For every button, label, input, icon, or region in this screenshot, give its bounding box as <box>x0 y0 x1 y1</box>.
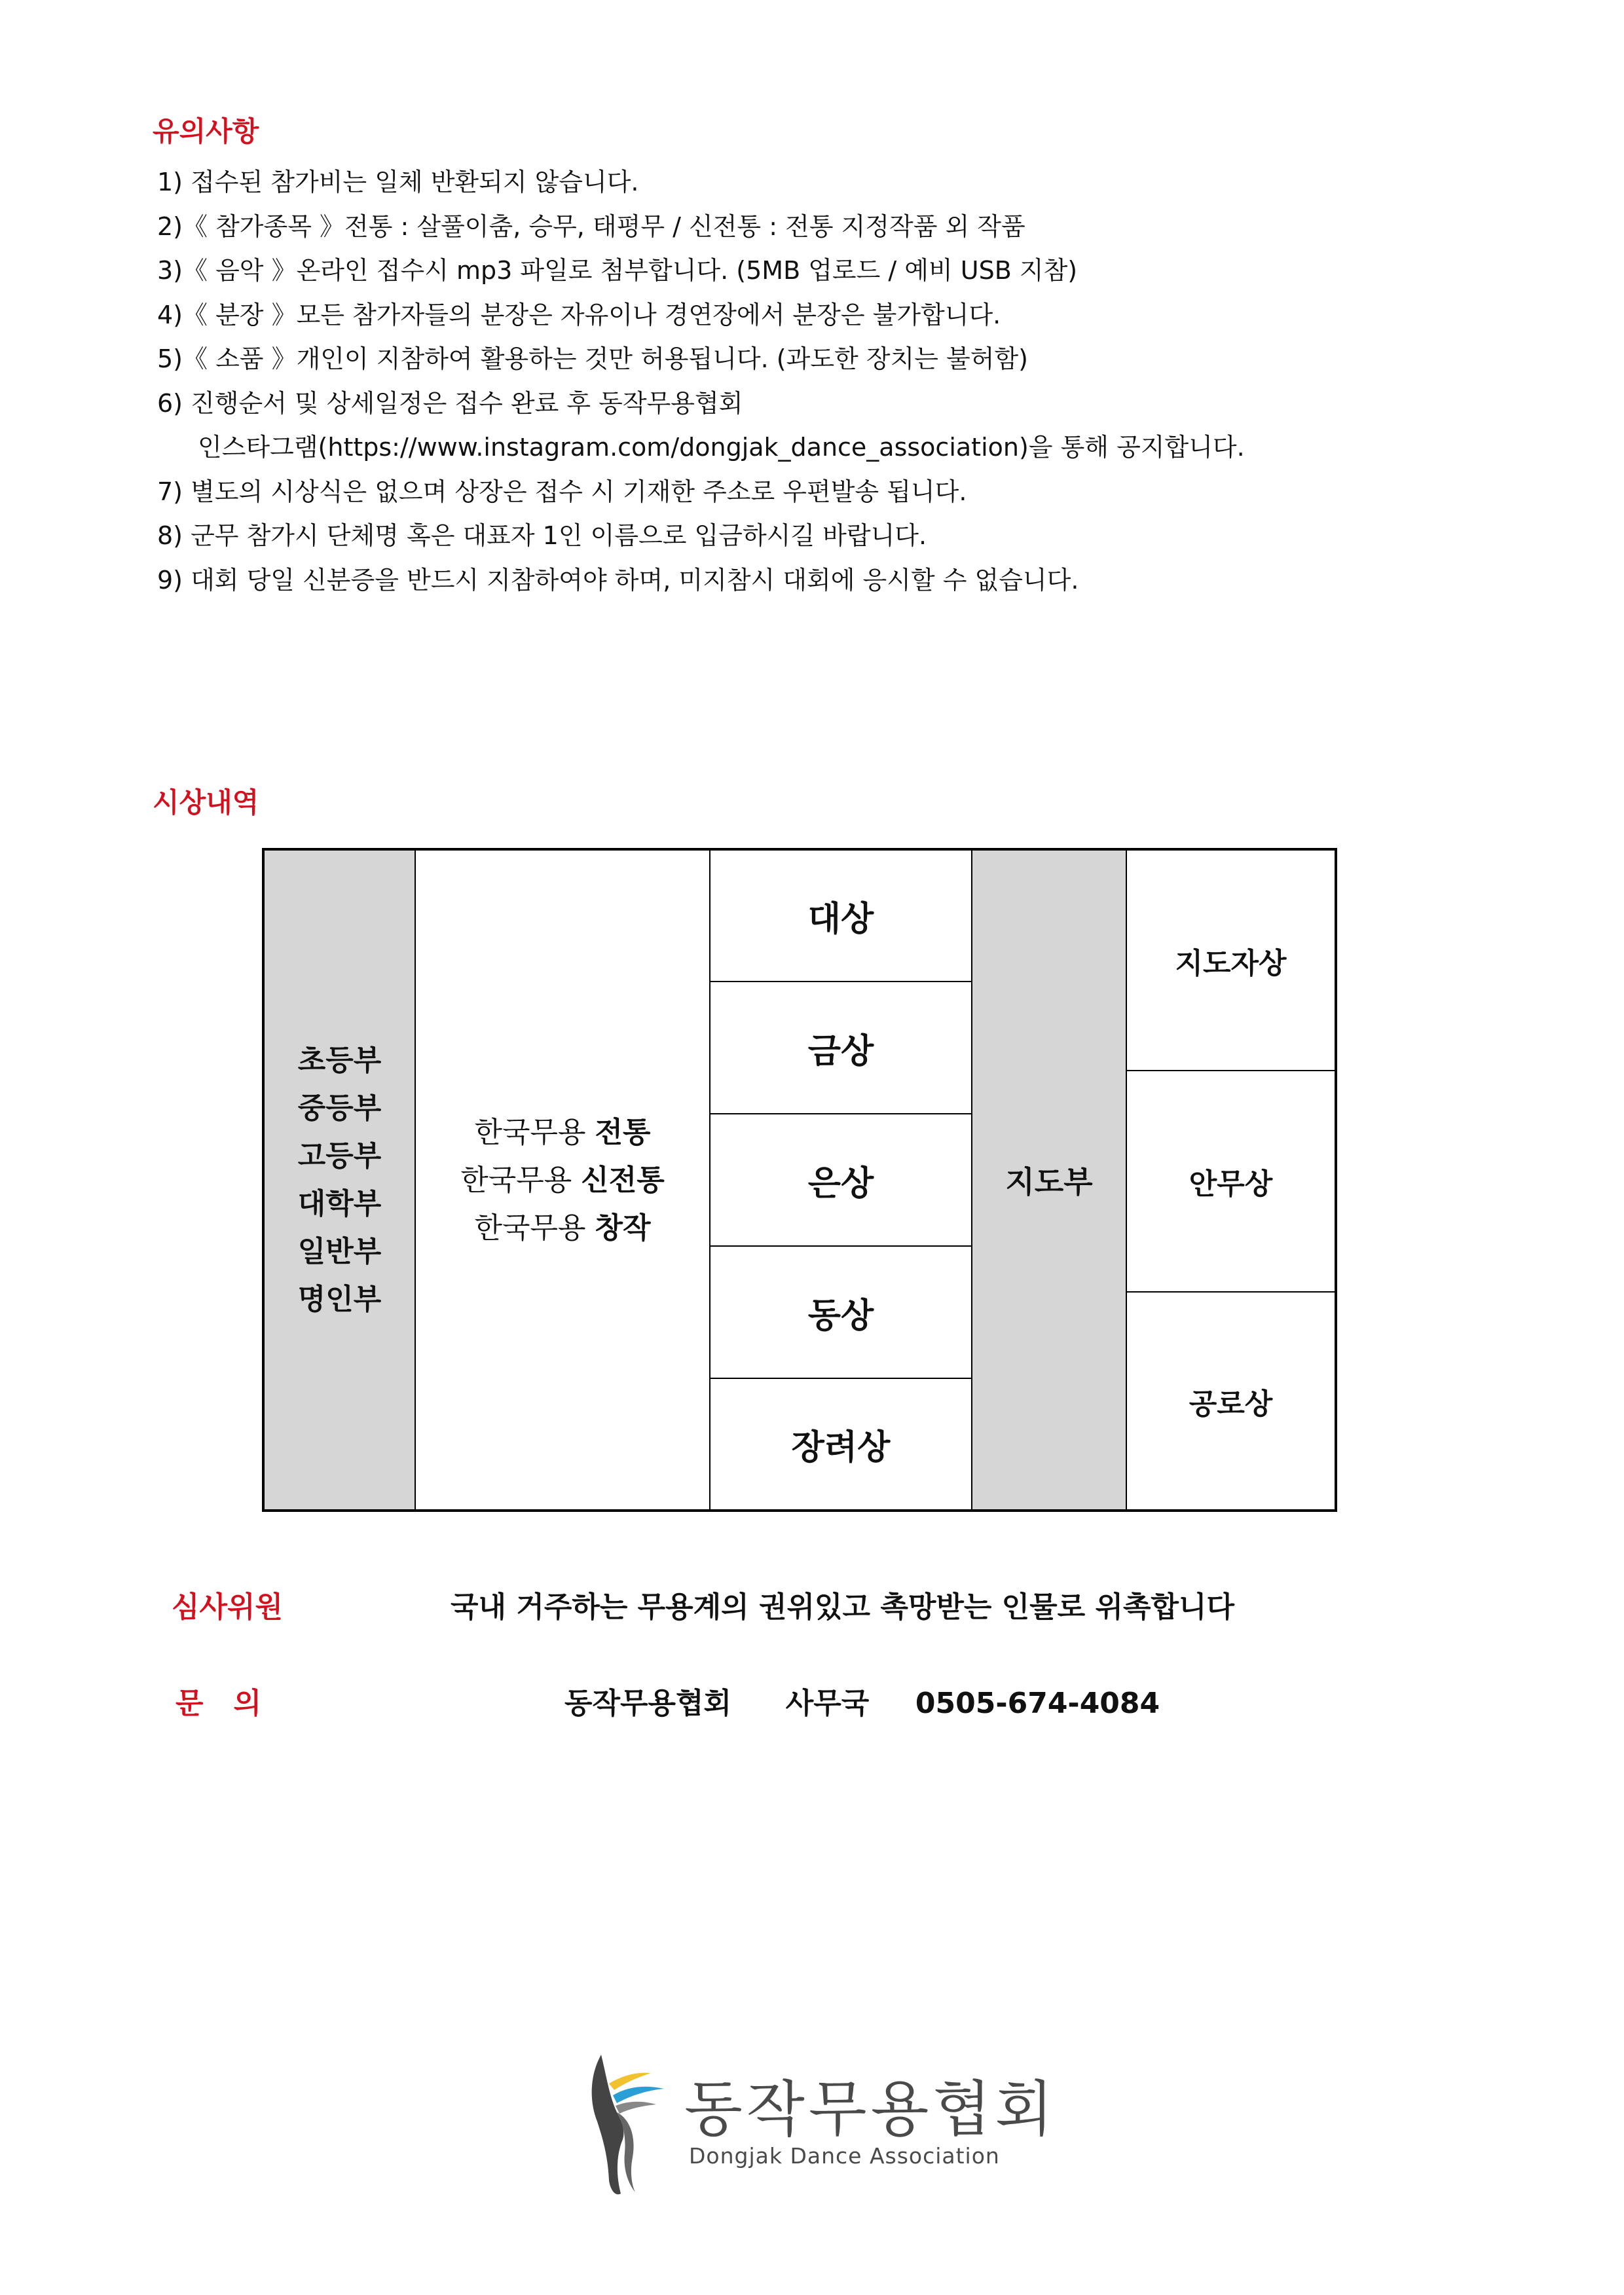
prize-grand: 대상 <box>710 849 972 982</box>
prize-encouragement: 장려상 <box>710 1378 972 1511</box>
notice-heading: 유의사항 <box>153 115 259 147</box>
guide-prize-merit: 공로상 <box>1126 1292 1336 1511</box>
guide-prize-choreography: 안무상 <box>1126 1071 1336 1292</box>
prize-bronze: 동상 <box>710 1246 972 1378</box>
notice-item: 2)《 참가종목 》전통 : 살풀이춤, 승무, 태평무 / 신전통 : 전통 지정작품 외 작품 <box>157 211 1025 241</box>
category-line <box>416 1204 709 1252</box>
guide-prize-instructor: 지도자상 <box>1126 849 1336 1071</box>
notice-item: 3)《 음악 》온라인 접수시 mp3 파일로 첨부합니다. (5MB 업로드 / 예비 USB 지참) <box>157 256 1078 285</box>
category-name: 창작 <box>595 1211 651 1245</box>
awards-heading: 시상내역 <box>153 786 259 818</box>
inquiry-label: 문 의 <box>175 1687 261 1720</box>
division-name: 일반부 <box>297 1235 382 1268</box>
prize-silver: 은상 <box>710 1114 972 1246</box>
division-name: 대학부 <box>297 1187 382 1221</box>
category-prefix: 한국무용 <box>474 1211 595 1245</box>
notice-item: 5)《 소품 》개인이 지참하여 활용하는 것만 허용됩니다. (과도한 장치는 불허함) <box>157 344 1028 373</box>
logo-subtitle: Dongjak Dance Association <box>689 2143 1000 2169</box>
division-name: 고등부 <box>297 1139 382 1173</box>
inquiry-text <box>564 1680 1160 1721</box>
judges-text: 국내 거주하는 무용계의 권위있고 촉망받는 인물로 위촉합니다 <box>451 1590 1235 1624</box>
notice-item: 8) 군무 참가시 단체명 혹은 대표자 1인 이름으로 입금하시길 바랍니다. <box>157 521 927 550</box>
notice-item: 6) 진행순서 및 상세일정은 접수 완료 후 동작무용협회 <box>157 388 743 418</box>
association-logo <box>583 2049 1058 2200</box>
division-cell <box>263 849 415 1511</box>
inquiry-org: 동작무용협회 <box>564 1687 732 1720</box>
dancer-emblem-icon <box>583 2049 674 2200</box>
category-name: 전통 <box>595 1115 651 1149</box>
notice-item: 1) 접수된 참가비는 일체 반환되지 않습니다. <box>157 168 639 196</box>
division-name: 명인부 <box>297 1283 382 1316</box>
logo-name: 동작무용협회 <box>684 2074 1058 2144</box>
division-name: 중등부 <box>297 1092 382 1125</box>
awards-table <box>262 848 1337 1512</box>
category-name: 신전통 <box>581 1163 665 1197</box>
guide-division-cell: 지도부 <box>972 849 1126 1511</box>
notice-list <box>157 160 1245 602</box>
category-prefix: 한국무용 <box>474 1115 595 1149</box>
division-name: 초등부 <box>297 1044 382 1077</box>
category-line <box>416 1109 709 1156</box>
inquiry-phone[interactable]: 0505-674-4084 <box>915 1687 1160 1720</box>
category-cell <box>415 849 710 1511</box>
notice-item: 7) 별도의 시상식은 없으며 상장은 접수 시 기재한 주소로 우편발송 됩니다. <box>157 477 967 506</box>
category-prefix: 한국무용 <box>460 1163 581 1197</box>
prize-gold: 금상 <box>710 982 972 1114</box>
notice-item: 9) 대회 당일 신분증을 반드시 지참하여야 하며, 미지참시 대회에 응시할 수 없습니다. <box>157 565 1079 595</box>
notice-item-continued: 인스타그램(https://www.instagram.com/dongjak_dance_association)을 통해 공지합니다. <box>198 433 1245 462</box>
notice-item: 4)《 분장 》모든 참가자들의 분장은 자유이나 경연장에서 분장은 불가합니다. <box>157 300 1001 329</box>
category-line <box>416 1156 709 1204</box>
inquiry-office: 사무국 <box>785 1687 870 1720</box>
judges-label: 심사위원 <box>172 1590 284 1624</box>
